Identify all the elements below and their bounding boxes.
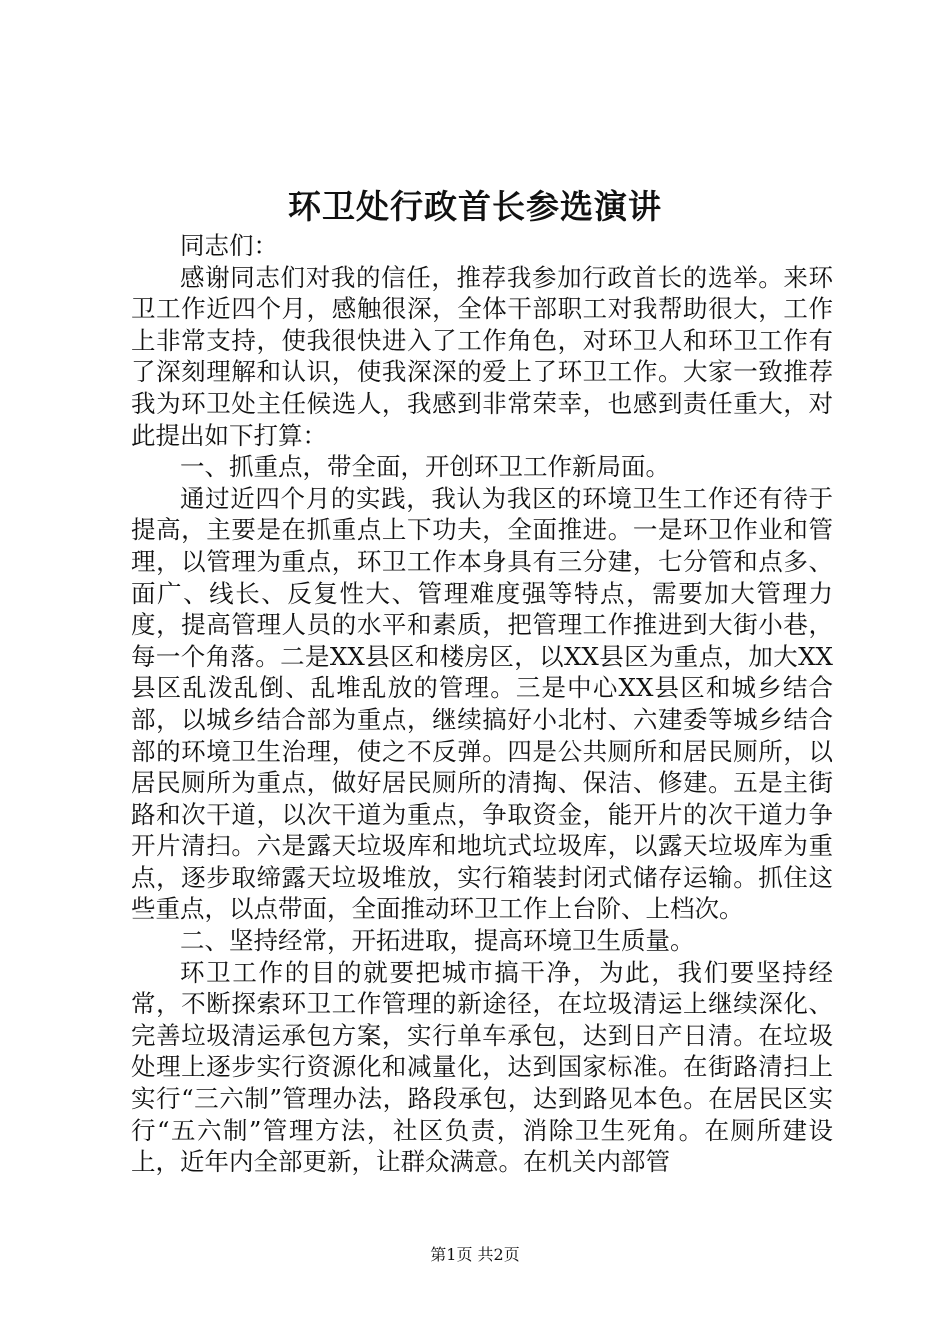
salutation: 同志们： [180,231,278,260]
document-body [131,230,833,1178]
paragraph-section-2: 环卫工作的目的就要把城市搞干净，为此，我们要坚持经常，不断探索环卫工作管理的新途径，在垃圾清运上继续深化、完善垃圾清运承包方案，实行单车承包，达到日产日清。在垃圾处理上逐步实行资源化和减量化，达到国家标准。在街路清扫上实行“三六制”管理办法，路段承包，达到路见本色。在居民区实行“五六制”管理方法，社区负责，消除卫生死角。在厕所建设上，近年内全部更新，让群众满意。在机关内部管 [131,957,833,1177]
section-heading-1: 一、抓重点，带全面，开创环卫工作新局面。 [180,452,670,482]
paragraph-section-1: 通过近四个月的实践，我认为我区的环境卫生工作还有待于提高，主要是在抓重点上下功夫，全面推进。一是环卫作业和管理，以管理为重点，环卫工作本身具有三分建，七分管和点多、面广、线长、反复性大、管理难度强等特点，需要加大管理力度，提高管理人员的水平和素质，把管理工作推进到大街小巷，每一个角落。二是XX县区和楼房区，以XX县区为重点，加大XX县区乱泼乱倒、乱堆乱放的管理。三是中心XX县区和城乡结合部，以城乡结合部为重点，继续搞好小北村、六建委等城乡结合部的环境卫生治理，使之不反弹。四是公共厕所和居民厕所，以居民厕所为重点，做好居民厕所的清掏、保洁、修建。五是主街路和次干道，以次干道为重点，争取资金，能开片的次干道力争开片清扫。六是露天垃圾库和地坑式垃圾库，以露天垃圾库为重点，逐步取缔露天垃圾堆放，实行箱装封闭式储存运输。抓住这些重点，以点带面，全面推动环卫工作上台阶、上档次。 [131,483,833,924]
document-title: 环卫处行政首长参选演讲 [288,187,662,226]
page-total: 共2页 [477,1245,520,1264]
section-heading-2: 二、坚持经常，开拓进取，提高环境卫生质量。 [180,926,695,956]
paragraph-intro: 感谢同志们对我的信任，推荐我参加行政首长的选举。来环卫工作近四个月，感触很深，全体干部职工对我帮助很大，工作上非常支持，使我很快进入了工作角色，对环卫人和环卫工作有了深刻理解和认识，使我深深的爱上了环卫工作。大家一致推荐我为环卫处主任候选人，我感到非常荣幸，也感到责任重大，对此提出如下打算： [131,262,833,450]
page-footer [0,1244,950,1266]
page-number: 第1页 [430,1245,473,1264]
